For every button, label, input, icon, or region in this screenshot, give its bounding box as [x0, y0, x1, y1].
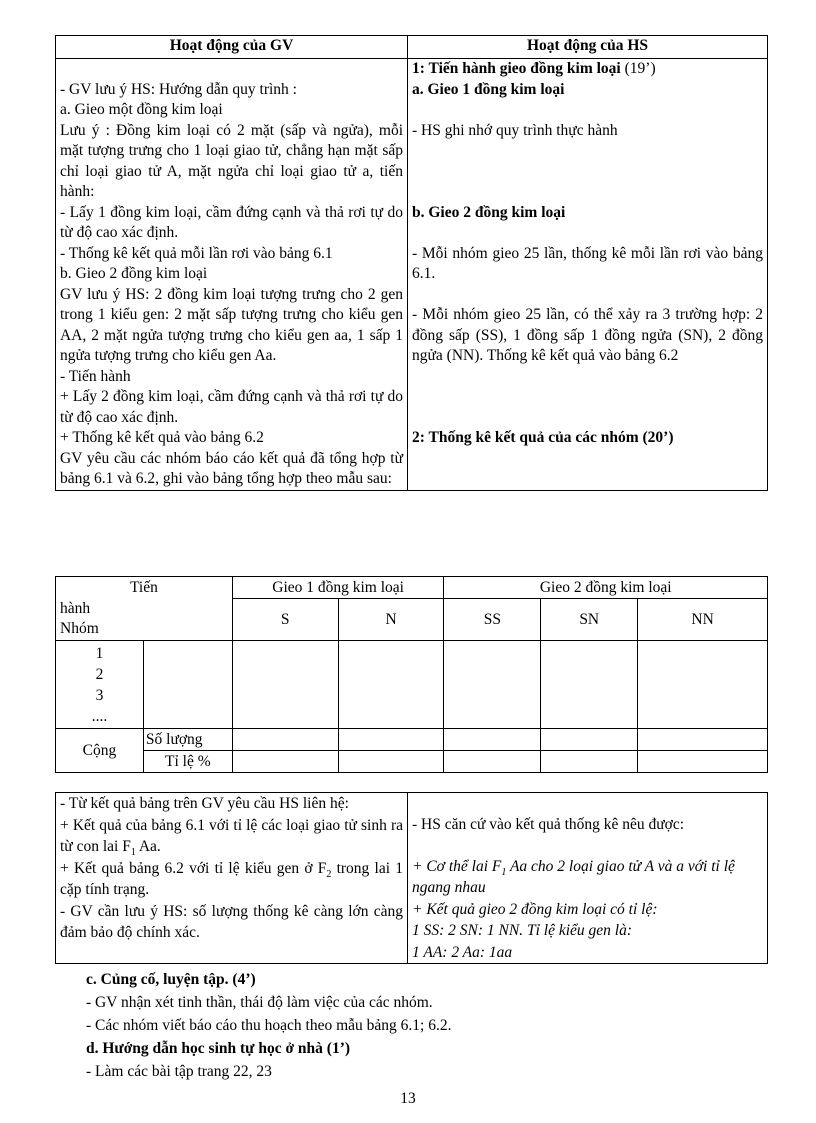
corner-top: Tiến — [129, 579, 158, 596]
group-number: 1 — [95, 645, 104, 662]
corner-bottom: Nhóm — [60, 620, 99, 637]
empty-cell — [338, 751, 444, 773]
group-list — [56, 641, 144, 729]
hs-b-title: b. Gieo 2 đồng kim loại — [412, 203, 566, 221]
empty-cell — [232, 641, 338, 729]
activity-table — [55, 35, 768, 491]
hs-a-text: - HS ghi nhớ quy trình thực hành — [412, 121, 618, 139]
empty-cell — [541, 641, 638, 729]
hs-conclusion-line: 1 AA: 2 Aa: 1aa — [412, 943, 513, 961]
gv-line: GV yêu cầu các nhóm báo cáo kết quả đã tổng hợp từ bảng 6.1 và 6.2, ghi vào bảng tổng hợp theo mẫu sau: — [60, 449, 403, 487]
gv-conclusion-line: - GV cần lưu ý HS: số lượng thống kê càng lớn càng đảm bảo độ chính xác. — [60, 902, 403, 941]
empty-cell — [638, 751, 768, 773]
group-number: .... — [91, 708, 108, 725]
gv-conclusion-line: + Kết quả của bảng 6.1 với tỉ lệ các loại giao tử sinh ra từ con lai $F_1$ Aa. — [60, 816, 403, 859]
empty-cell — [444, 751, 541, 773]
qty-label: Số lượng — [143, 729, 232, 751]
empty-cell — [638, 729, 768, 751]
group2-header: Gieo 2 đồng kim loại — [444, 577, 768, 599]
hs-conclusion-line: - HS căn cứ vào kết quả thống kê nêu được: — [412, 815, 685, 833]
teacher-activity-cell — [56, 59, 408, 491]
corner-header — [56, 577, 233, 641]
hs-conclusion-line: 1 SS: 2 SN: 1 NN. Tỉ lệ kiểu gen là: — [412, 922, 632, 939]
hs-section1-title: 1: Tiến hành gieo đồng kim loại — [412, 60, 621, 77]
section-d-line: - Làm các bài tập trang 22, 23 — [86, 1063, 272, 1080]
gv-conclusion-line: + Kết quả bảng 6.2 với tỉ lệ kiểu gen ở $F_2$ trong lai 1 cặp tính trạng. — [60, 859, 403, 898]
gv-line: + Thống kê kết quả vào bảng 6.2 — [60, 429, 264, 446]
total-label: Cộng — [56, 729, 144, 773]
gv-line: - GV lưu ý HS: Hướng dẫn quy trình : — [60, 80, 297, 98]
gv-line: a. Gieo một đồng kim loại — [60, 101, 223, 118]
empty-cell — [338, 729, 444, 751]
hs-b-text2: - Mỗi nhóm gieo 25 lần, có thể xảy ra 3 trường hợp: 2 đồng sấp (SS), 1 đồng sấp 1 đồng ngửa (SN), 2 đồng ngửa (NN). Thống kê kết quả vào bảng 6.2 — [412, 306, 763, 364]
section-c-line: - Các nhóm viết báo cáo thu hoạch theo mẫu bảng 6.1; 6.2. — [86, 1017, 452, 1034]
empty-cell — [444, 641, 541, 729]
group-number: 2 — [95, 666, 104, 683]
col-ss: SS — [444, 599, 541, 641]
gv-line: b. Gieo 2 đồng kim loại — [60, 265, 208, 282]
corner-mid: hành — [60, 600, 91, 617]
empty-cell — [232, 729, 338, 751]
hs-section2-title: 2: Thống kê kết quả của các nhóm (20’) — [412, 429, 674, 446]
empty-cell — [541, 751, 638, 773]
section-c-line: - GV nhận xét tinh thần, thái độ làm việc của các nhóm. — [86, 994, 433, 1011]
empty-cell — [541, 729, 638, 751]
gv-line: + Lấy 2 đồng kim loại, cầm đứng cạnh và thả rơi tự do từ độ cao xác định. — [60, 388, 403, 426]
hs-a-title: a. Gieo 1 đồng kim loại — [412, 80, 565, 98]
gv-conclusion-line: - Từ kết quả bảng trên GV yêu cầu HS liên hệ: — [60, 795, 349, 812]
section-d-title: d. Hướng dẫn học sinh tự học ở nhà (1’) — [86, 1040, 351, 1057]
ratio-label: Tỉ lệ % — [143, 751, 232, 773]
page-number: 13 — [400, 1090, 416, 1107]
gv-line: - Tiến hành — [60, 367, 131, 385]
group1-header: Gieo 1 đồng kim loại — [232, 577, 444, 599]
gv-line: - Lấy 1 đồng kim loại, cầm đứng cạnh và thả rơi tự do từ độ cao xác định. — [60, 203, 403, 241]
hs-b-text1: - Mỗi nhóm gieo 25 lần, thống kê mỗi lần rơi vào bảng 6.1. — [412, 244, 763, 282]
gv-line: Lưu ý : Đồng kim loại có 2 mặt (sấp và ngửa), mỗi mặt tượng trưng cho 1 loại giao tử, chẳng hạn mặt sấp chỉ loại giao tử A, mặt ngửa chỉ loại giao tử a, tiến hành: — [60, 121, 403, 200]
results-table — [55, 576, 768, 773]
conclusion-table — [55, 792, 768, 964]
closing-section — [86, 968, 766, 1083]
student-activity-cell — [408, 59, 768, 491]
section-c-title: c. Củng cố, luyện tập. (4’) — [86, 971, 256, 988]
empty-cell — [444, 729, 541, 751]
hs-conclusion-line: + Kết quả gieo 2 đồng kim loại có tỉ lệ: — [412, 900, 658, 918]
col-nn: NN — [638, 599, 768, 641]
empty-cell — [232, 751, 338, 773]
student-conclusion-cell — [408, 793, 768, 964]
col-s: S — [232, 599, 338, 641]
teacher-conclusion-cell — [56, 793, 408, 964]
group-number: 3 — [95, 687, 104, 704]
hs-conclusion-line: + Cơ thể lai $F_1$ Aa cho 2 loại giao tử A và a với tỉ lệ ngang nhau — [412, 857, 735, 896]
hs-section1-time: (19’) — [620, 60, 656, 77]
header-student: Hoạt động của HS — [408, 36, 768, 59]
gv-line: GV lưu ý HS: 2 đồng kim loại tượng trưng cho 2 gen trong 1 kiểu gen: 2 mặt sấp tượng trưng cho kiểu gen AA, 2 mặt ngửa tượng trưng cho kiểu gen aa, 1 sấp 1 ngửa tượng trưng cho kiểu gen Aa. — [60, 285, 403, 364]
empty-cell — [143, 641, 232, 729]
empty-cell — [338, 641, 444, 729]
empty-cell — [638, 641, 768, 729]
header-teacher: Hoạt động của GV — [56, 36, 408, 59]
col-n: N — [338, 599, 444, 641]
col-sn: SN — [541, 599, 638, 641]
gv-line: - Thống kê kết quả mỗi lần rơi vào bảng 6.1 — [60, 244, 333, 262]
